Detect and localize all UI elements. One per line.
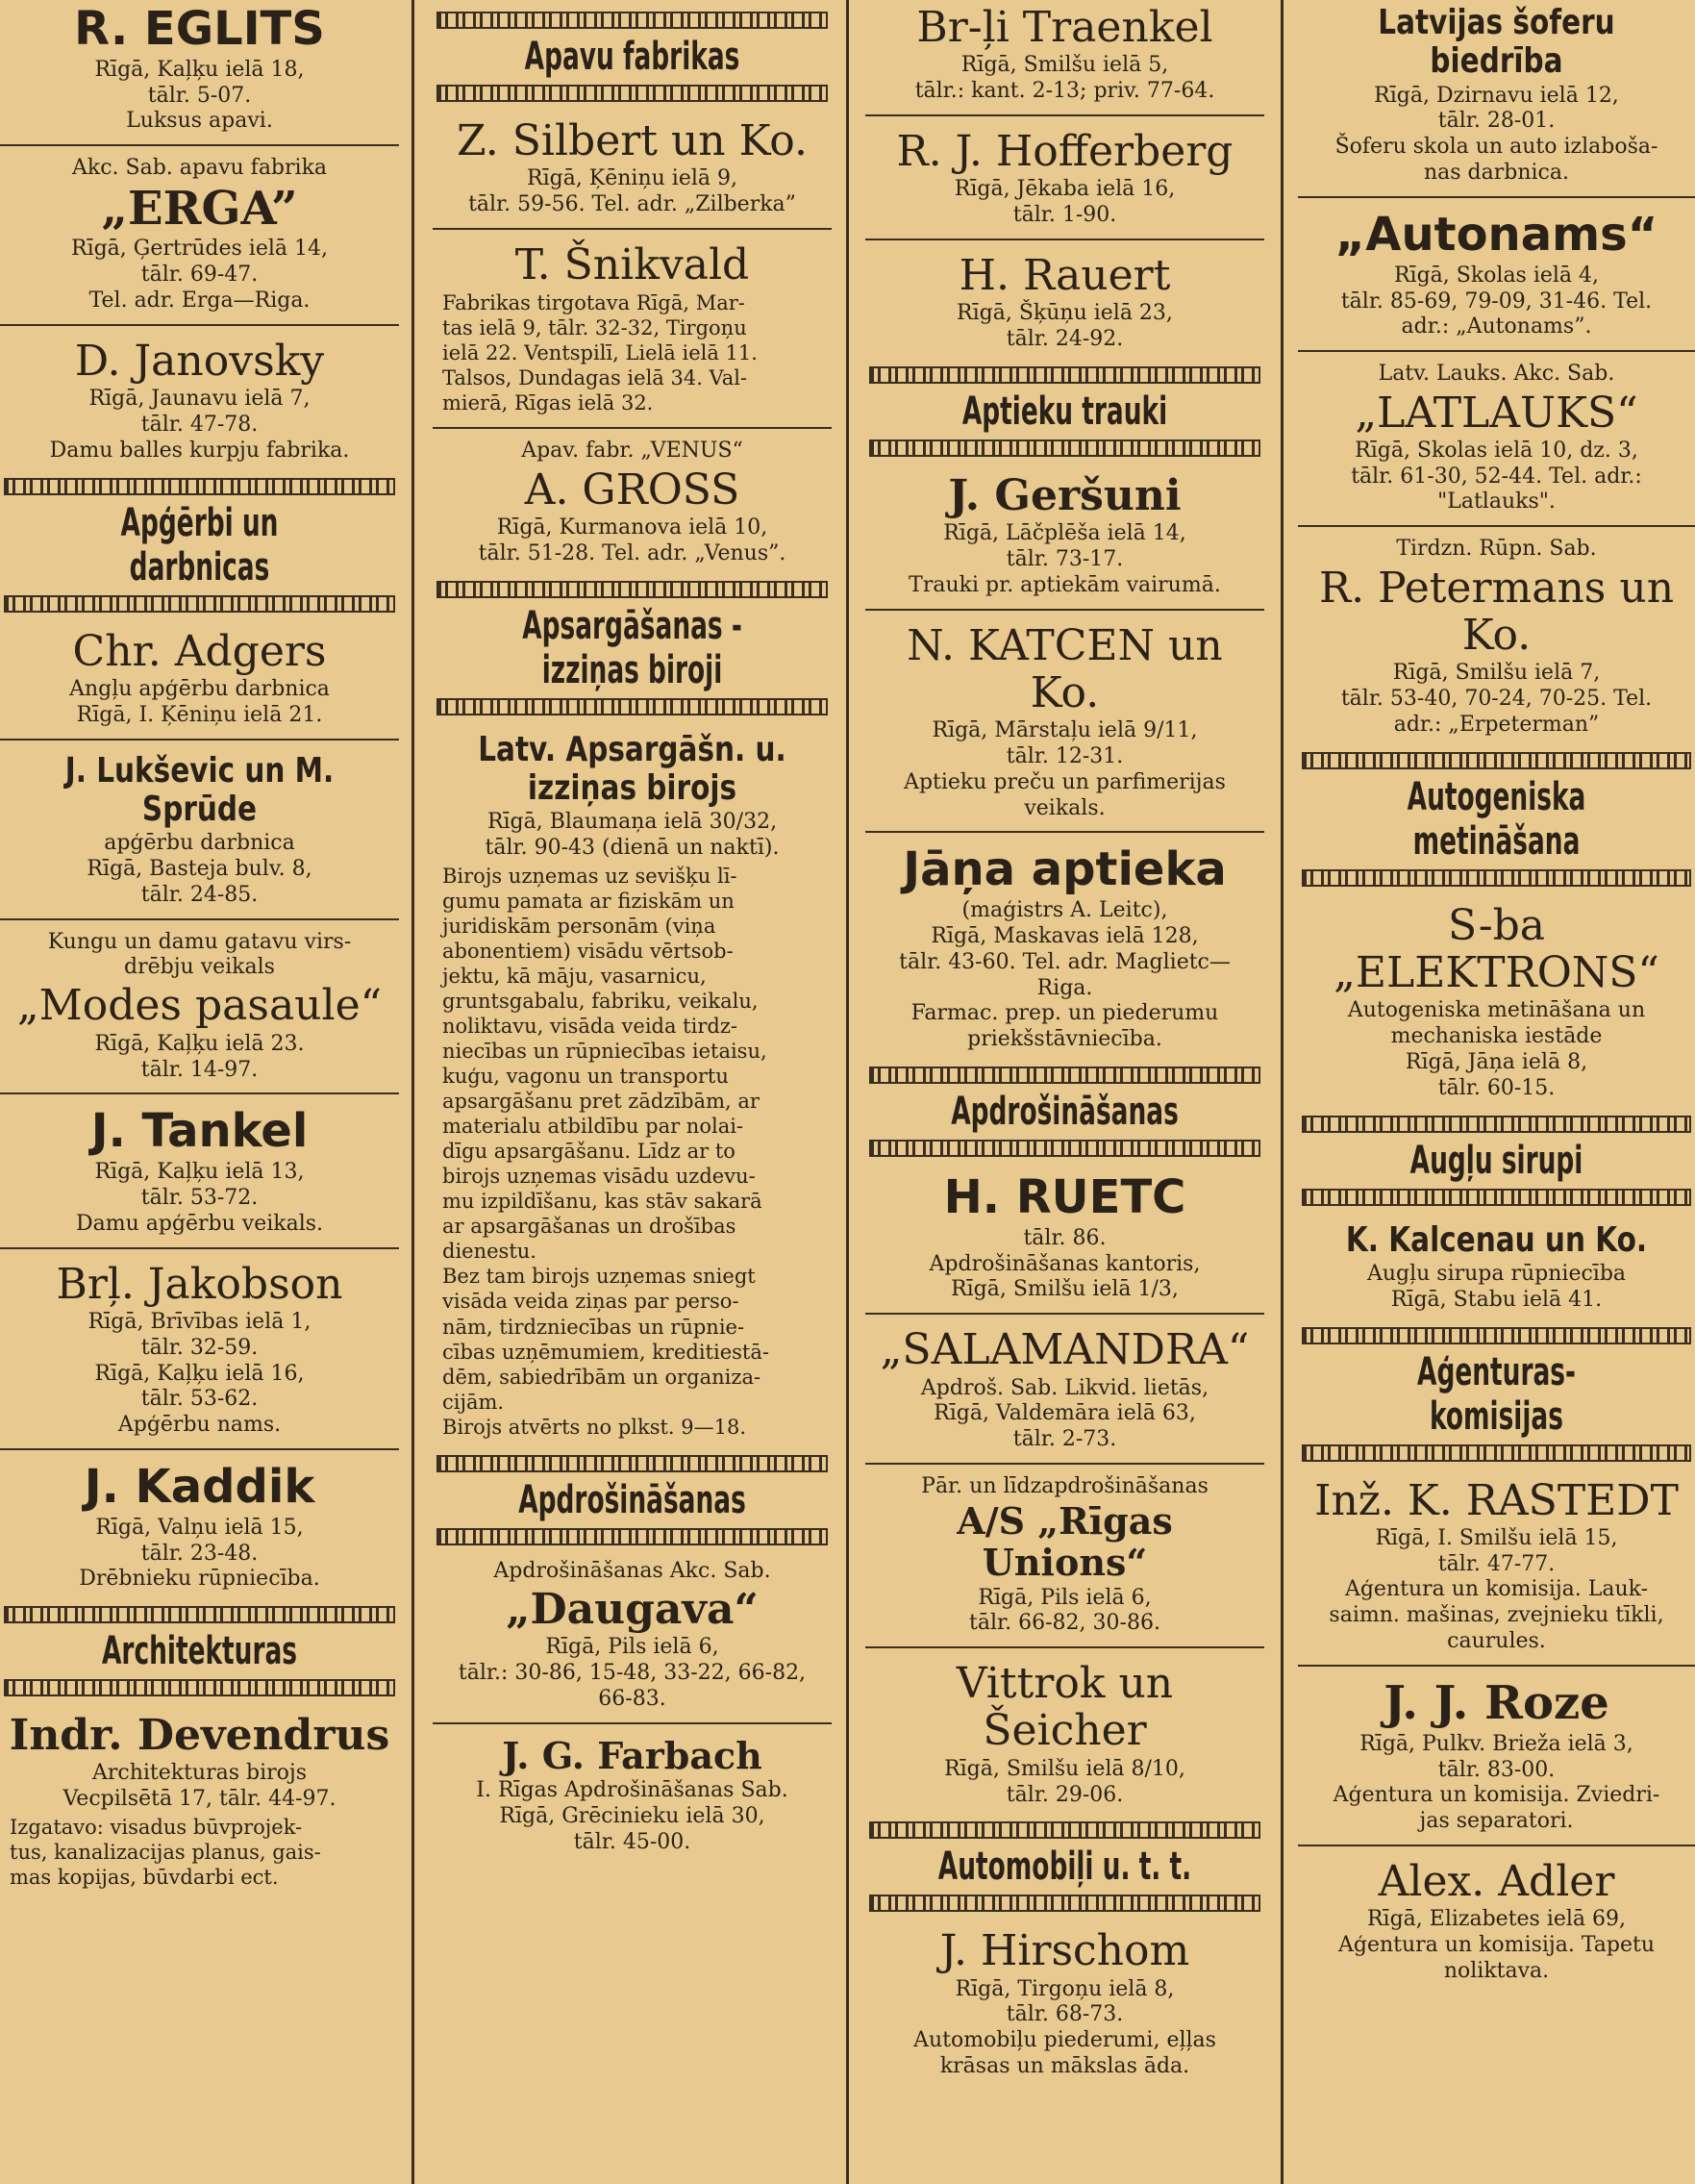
ad-kicker: Akc. Sab. apavu fabrika (71, 156, 328, 181)
advertisement (865, 1322, 1264, 1455)
ad-details: Rīgā, Jaunavu ielā 7, tālr. 47-78. Damu balles kurpju fabrika. (49, 387, 350, 463)
section-title: Autogeniska metināšana (1407, 774, 1586, 864)
business-name: R. J. Hofferberg (896, 126, 1234, 176)
advertisement (1298, 1674, 1695, 1837)
section-header (865, 1055, 1264, 1168)
ad-details: I. Rīgas Apdrošināšanas Sab. Rīgā, Grēcinieku ielā 30, tālr. 45-00. (476, 1778, 788, 1854)
business-name: N. KATCEN un Ko. (907, 620, 1223, 717)
business-name: R. Petermans un Ko. (1318, 563, 1675, 660)
section-title: Aptieku trauki (961, 389, 1168, 434)
column-divider (411, 0, 414, 2184)
advertisement (865, 618, 1264, 824)
ad-separator (433, 427, 832, 429)
ad-separator (0, 144, 399, 146)
ornament-rule (869, 1821, 1260, 1839)
ornament-rule (436, 1455, 828, 1472)
ad-separator (865, 238, 1264, 240)
section-title: Apdrošināšanas (951, 1090, 1179, 1135)
column-divider (846, 0, 849, 2184)
advertisement (1298, 360, 1695, 517)
section-header (1298, 741, 1695, 898)
ad-body-text: Birojs uzņemas uz sevišķu lī- gumu pamata ar fiziskām un juridiskām personām (viņa abonentiem) visādu vērtsob- jektu, kā māju, vasarnicu, gruntsgabalu, fabriku, veikalu, noliktavu, visāda veida tirdz- niecības un rūpniecības ietaisu, kuģu, vagonu un transportu apsargāšanu pret zādzībām, ar materialu atbildību par nolai- dīgu apsargāšanu. Līdz ar to birojs uzņemas visādu uzdevu- mu izpildīšanu, kas stāv sakarā ar apsargāšanas un drošības dienestu. Bez tam birojs uzņemas sniegt visāda veida ziņas par perso- nām, tirdzniecības un rūpnie- cības uzņēmumiem, kreditiestā- dēm, sabiedrībām un organiza- cijām. Birojs atvērts no plkst. 9—18. (442, 864, 769, 1439)
ornament-rule (869, 1895, 1260, 1912)
section-header (1298, 1104, 1695, 1218)
section-header (433, 0, 832, 113)
ad-body-text: Fabrikas tirgotava Rīgā, Mar- tas ielā 9, tālr. 32-32, Tirgoņu ielā 22. Ventspilī, Lielā ielā 11. Talsos, Dundagas ielā 34. Val- mierā, Rīgas ielā 32. (442, 291, 758, 415)
ad-body-text: Izgatavo: visadus būvprojek- tus, kanalizacijas planus, gais- mas kopijas, būvdarbi ect. (10, 1816, 321, 1890)
ad-details: Rīgā, Blaumaņa ielā 30/32, tālr. 90-43 (dienā un naktī). (485, 810, 780, 861)
advertisement (865, 124, 1264, 231)
advertisement (865, 1656, 1264, 1810)
ornament-rule (436, 698, 828, 715)
business-name: Inž. K. RASTEDT (1314, 1475, 1679, 1525)
column-2 (433, 0, 832, 2184)
ad-separator (865, 609, 1264, 611)
business-name: J. G. Farbach (502, 1733, 762, 1777)
ad-details: Rīgā, Pils ielā 6, tālr. 66-82, 30-86. (969, 1585, 1160, 1636)
ad-separator (865, 1313, 1264, 1315)
advertisement (0, 154, 399, 316)
ad-separator (0, 1247, 399, 1249)
ad-details: Rīgā, Lāčplēša ielā 14, tālr. 73-17. Trauki pr. aptiekām vairumā. (909, 521, 1221, 597)
advertisement (433, 437, 832, 568)
ornament-rule (869, 1140, 1260, 1157)
ad-kicker: Tirdzn. Rūpn. Sab. (1396, 537, 1597, 562)
ad-details: Rīgā, Kaļķu ielā 18, tālr. 5-07. Luksus apavi. (94, 57, 305, 134)
section-header (865, 355, 1264, 468)
ad-separator (0, 918, 399, 920)
advertisement (433, 1557, 832, 1715)
section-header (1298, 1316, 1695, 1473)
business-name: D. Janovsky (74, 336, 325, 386)
ad-details: tālr. 86. Apdrošināšanas kantoris, Rīgā, Smilšu ielā 1/3, (929, 1225, 1201, 1302)
business-name: Vittrok un Šeicher (956, 1659, 1174, 1756)
advertisement (0, 1102, 399, 1239)
ad-separator (433, 228, 832, 230)
ad-details: Rīgā, Skolas ielā 10, dz. 3, tālr. 61-30, 52-44. Tel. adr.: "Latlauks". (1351, 438, 1642, 515)
advertisement (865, 1923, 1264, 2082)
business-name: A/S „Rīgas Unions“ (957, 1499, 1173, 1584)
ad-details: Rīgā, Jēkaba ielā 16, tālr. 1-90. (954, 177, 1176, 228)
ad-separator (865, 1463, 1264, 1465)
business-name: „Daugava“ (506, 1585, 759, 1635)
ad-separator (865, 114, 1264, 116)
ad-details: Autogeniska metināšana un mechaniska iestāde Rīgā, Jāņa ielā 8, tālr. 60-15. (1347, 998, 1646, 1100)
section-header (433, 1443, 832, 1557)
section-title: Apavu fabrikas (524, 35, 740, 79)
business-name: J. Kaddik (84, 1459, 315, 1514)
ad-details: Rīgā, Smilšu ielā 8/10, tālr. 29-06. (944, 1756, 1185, 1807)
ad-kicker: Apdrošināšanas Akc. Sab. (493, 1558, 771, 1583)
advertisement (0, 334, 399, 466)
section-header (865, 1810, 1264, 1923)
ad-separator (0, 1448, 399, 1450)
business-name: Br-ļi Traenkel (916, 3, 1213, 52)
ad-separator (865, 831, 1264, 833)
ad-details: Rīgā, Kaļķu ielā 23. tālr. 14-97. (94, 1031, 305, 1082)
advertisement (0, 1708, 399, 1894)
advertisement (0, 748, 399, 911)
section-header (0, 466, 399, 624)
ornament-rule (1302, 1327, 1691, 1344)
section-header (433, 569, 832, 727)
ad-kicker: Kungu un damu gatavu virs- drēbju veikals (47, 929, 352, 980)
advertisement (865, 248, 1264, 355)
ornament-rule (436, 12, 828, 29)
ornament-rule (1302, 1116, 1691, 1133)
ad-separator (1298, 1665, 1695, 1667)
advertisement (1298, 898, 1695, 1104)
ornament-rule (4, 478, 395, 495)
ad-details: Rīgā, Pulkv. Brieža ielā 3, tālr. 83-00. Aģentura un komisija. Zviedri- jas separatori. (1333, 1731, 1660, 1834)
advertisement (865, 841, 1264, 1055)
section-title: Aģenturas-komisijas (1417, 1349, 1576, 1439)
ad-separator (433, 1722, 832, 1724)
ad-details: Rīgā, Mārstaļu ielā 9/11, tālr. 12-31. Aptieku preču un parfimerijas veikals. (904, 718, 1226, 820)
ad-details: Rīgā, Kurmanova ielā 10, tālr. 51-28. Tel. adr. „Venus”. (478, 515, 786, 565)
ad-details: Rīgā, Smilšu ielā 5, tālr.: kant. 2-13; priv. 77-64. (914, 53, 1215, 104)
business-name: Latv. Apsargāšn. u. izziņas birojs (478, 729, 786, 808)
advertisement (433, 727, 832, 1443)
ornament-rule (436, 1528, 828, 1545)
business-name: Brļ. Jakobson (56, 1259, 343, 1309)
ad-details: Rīgā, Ķēniņu ielā 9, tālr. 59-56. Tel. adr. „Zilberka” (468, 166, 796, 217)
advertisement (865, 0, 1264, 107)
ad-details: Augļu sirupa rūpniecība Rīgā, Stabu ielā 41. (1366, 1261, 1627, 1312)
section-title: Apģērbi un darbnicas (120, 500, 279, 590)
ad-separator (0, 739, 399, 741)
ornament-rule (4, 595, 395, 613)
advertisement (1298, 1473, 1695, 1657)
business-name: Chr. Adgers (72, 626, 327, 676)
advertisement (1298, 0, 1695, 188)
advertisement (1298, 206, 1695, 342)
ad-separator (865, 1646, 1264, 1648)
ad-details: apģērbu darbnica Rīgā, Basteja bulv. 8, tālr. 24-85. (87, 831, 312, 907)
business-name: Alex. Adler (1378, 1857, 1615, 1906)
business-name: S-ba „ELEKTRONS“ (1334, 900, 1659, 997)
ad-details: Rīgā, Brīvības ielā 1, tālr. 32-59. Rīgā, Kaļķu ielā 16, tālr. 53-62. Apģērbu nams. (87, 1309, 312, 1438)
advertisement (1298, 1218, 1695, 1316)
ad-details: Rīgā, Pils ielā 6, tālr.: 30-86, 15-48, 33-22, 66-82, 66-83. (458, 1635, 807, 1711)
ad-details: Architekturas birojs Vecpilsētā 17, tālr. 44-97. (62, 1761, 337, 1812)
section-title: Architekturas (102, 1629, 297, 1674)
business-name: J. Hirschom (939, 1926, 1190, 1976)
advertisement (433, 1732, 832, 1858)
advertisement (0, 1458, 399, 1594)
ornament-rule (1302, 1444, 1691, 1462)
advertisement (1298, 1854, 1695, 1987)
column-divider (1281, 0, 1284, 2184)
ad-details: Rīgā, Ģertrūdes ielā 14, tālr. 69-47. Tel. adr. Erga—Riga. (71, 237, 328, 314)
ad-details: Rīgā, I. Smilšu ielā 15, tālr. 47-77. Aģentura un komisija. Lauk- saimn. mašinas, zvejnieku tīkli, caurules. (1329, 1525, 1664, 1654)
business-name: „ERGA” (101, 181, 298, 236)
ad-details: Rīgā, Skolas ielā 4, tālr. 85-69, 79-09, 31-46. Tel. adr.: „Autonams”. (1340, 263, 1653, 339)
business-name: J. Tankel (90, 1104, 309, 1159)
business-name: Z. Silbert un Ko. (456, 116, 809, 165)
business-name: J. Geršuni (948, 470, 1182, 520)
advertisement (0, 928, 399, 1086)
advertisement (0, 1257, 399, 1441)
ad-separator (1298, 525, 1695, 527)
business-name: „Autonams“ (1334, 207, 1658, 262)
ad-details: Angļu apģērbu darbnica Rīgā, I. Ķēniņu ielā 21. (69, 676, 330, 727)
ad-separator (1298, 1845, 1695, 1846)
business-name: H. RUETC (943, 1170, 1186, 1225)
ornament-rule (436, 581, 828, 598)
business-name: T. Šnikvald (514, 239, 750, 289)
column-3 (865, 0, 1264, 2184)
ornament-rule (1302, 752, 1691, 769)
advertisement (865, 1472, 1264, 1639)
ad-separator (0, 1092, 399, 1094)
ornament-rule (4, 1606, 395, 1623)
section-title: Automobiļi u. t. t. (937, 1845, 1192, 1890)
advertisement (0, 624, 399, 731)
ad-details: Rīgā, Dzirnavu ielā 12, tālr. 28-01. Šoferu skola un auto izlaboša- nas darbnica. (1334, 83, 1658, 186)
business-name: Jāņa aptieka (903, 842, 1227, 897)
ad-details: Rīgā, Šķūņu ielā 23, tālr. 24-92. (957, 301, 1173, 351)
ad-details: Rīgā, Smilšu ielā 7, tālr. 53-40, 70-24, 70-25. Tel. adr.: „Erpeterman” (1340, 661, 1653, 737)
business-name: R. EGLITS (74, 2, 325, 56)
ornament-rule (1302, 1189, 1691, 1206)
section-title: Apsargāšanas - izziņas biroji (522, 603, 742, 692)
advertisement (1298, 535, 1695, 740)
advertisement (865, 1168, 1264, 1305)
business-name: A. GROSS (524, 464, 740, 515)
business-name: Indr. Devendrus (9, 1711, 390, 1761)
column-4 (1298, 0, 1695, 2184)
ornament-rule (1302, 869, 1691, 887)
business-name: Latvijas šoferu biedrība (1378, 3, 1615, 82)
ad-separator (1298, 196, 1695, 198)
section-title: Apdrošināšanas (518, 1477, 746, 1522)
ad-details: Apdroš. Sab. Likvid. lietās, Rīgā, Valdemāra ielā 63, tālr. 2-73. (920, 1375, 1209, 1452)
ad-details: Rīgā, Elizabetes ielā 69, Aģentura un komisija. Tapetu noliktava. (1337, 1907, 1656, 1983)
section-title: Augļu sirupi (1409, 1138, 1583, 1183)
business-name: „Modes pasaule“ (16, 981, 383, 1031)
ad-kicker: Latv. Lauks. Akc. Sab. (1378, 362, 1615, 387)
business-name: J. Lukševic un M. Sprūde (64, 750, 335, 829)
ad-separator (1298, 350, 1695, 352)
business-name: „LATLAUKS“ (1355, 388, 1638, 438)
advertisement (865, 468, 1264, 601)
business-name: J. J. Roze (1383, 1675, 1609, 1730)
ornament-rule (436, 85, 828, 102)
business-name: K. Kalcenau un Ko. (1345, 1219, 1648, 1260)
advertisement (0, 0, 399, 137)
ad-kicker: Apav. fabr. „VENUS“ (521, 439, 743, 464)
business-name: H. Rauert (959, 250, 1171, 300)
advertisement (433, 238, 832, 419)
section-header (0, 1594, 399, 1708)
ad-details: Rīgā, Kaļķu ielā 13, tālr. 53-72. Damu apģērbu veikals. (75, 1160, 324, 1236)
ornament-rule (4, 1679, 395, 1696)
ornament-rule (869, 366, 1260, 384)
ad-details: Rīgā, Valņu ielā 15, tālr. 23-48. Drēbnieku rūpniecība. (79, 1515, 320, 1592)
column-1 (0, 0, 399, 2184)
business-name: „SALAMANDRA“ (880, 1325, 1250, 1375)
ornament-rule (869, 439, 1260, 457)
ad-separator (0, 324, 399, 326)
ad-kicker: Pār. un līdzapdrošināšanas (921, 1474, 1209, 1499)
ornament-rule (869, 1067, 1260, 1084)
ad-details: (maģistrs A. Leitc), Rīgā, Maskavas ielā 128, tālr. 43-60. Tel. adr. Maglietc— Riga. Farmac. prep. un piederumu priekšstāvniecība. (899, 898, 1231, 1052)
advertisement (433, 113, 832, 220)
ad-details: Rīgā, Tirgoņu ielā 8, tālr. 68-73. Automobiļu piederumi, eļļas krāsas un mākslas āda. (913, 1976, 1216, 2079)
